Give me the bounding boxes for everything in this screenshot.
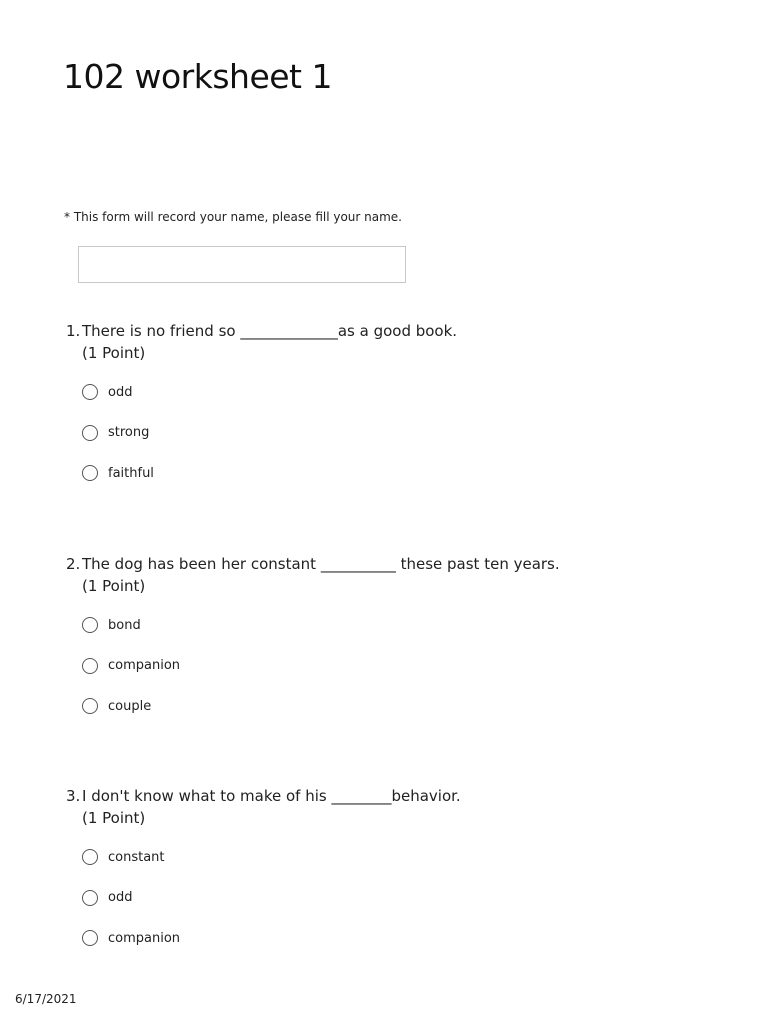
option-companion[interactable] [66, 918, 746, 959]
option-constant[interactable] [66, 837, 746, 878]
question-header [66, 553, 746, 575]
question-points: (1 Point) [82, 809, 146, 827]
question-2 [66, 553, 746, 727]
form-title: 102 worksheet 1 [63, 57, 332, 96]
option-odd[interactable] [66, 372, 746, 413]
question-text: The dog has been her constant __________ these past ten years. [82, 555, 560, 573]
radio-button[interactable] [82, 930, 98, 946]
option-strong[interactable] [66, 413, 746, 454]
radio-button[interactable] [82, 617, 98, 633]
radio-button[interactable] [82, 698, 98, 714]
question-points: (1 Point) [82, 577, 146, 595]
name-notice: * This form will record your name, please fill your name. [64, 210, 402, 224]
question-number: 3. [66, 787, 81, 805]
option-label: companion [108, 930, 181, 946]
name-input[interactable] [78, 246, 406, 283]
option-bond[interactable] [66, 605, 746, 646]
question-header [66, 320, 746, 342]
radio-button[interactable] [82, 890, 98, 906]
option-label: bond [108, 617, 141, 633]
question-header [66, 785, 746, 807]
options-group [66, 605, 746, 727]
print-date: 6/17/2021 [15, 992, 77, 1006]
option-label: odd [108, 890, 133, 906]
question-1 [66, 320, 746, 494]
option-odd[interactable] [66, 878, 746, 919]
options-group [66, 372, 746, 494]
option-label: companion [108, 658, 181, 674]
option-faithful[interactable] [66, 453, 746, 494]
radio-button[interactable] [82, 425, 98, 441]
question-number: 2. [66, 555, 81, 573]
option-label: constant [108, 849, 165, 865]
radio-button[interactable] [82, 658, 98, 674]
radio-button[interactable] [82, 384, 98, 400]
radio-button[interactable] [82, 849, 98, 865]
option-couple[interactable] [66, 686, 746, 727]
option-label: strong [108, 425, 150, 441]
question-points: (1 Point) [82, 344, 146, 362]
option-label: couple [108, 698, 152, 714]
option-label: faithful [108, 465, 154, 481]
question-number: 1. [66, 322, 81, 340]
radio-button[interactable] [82, 465, 98, 481]
question-text: I don't know what to make of his ________behavior. [82, 787, 461, 805]
option-companion[interactable] [66, 646, 746, 687]
options-group [66, 837, 746, 959]
question-3 [66, 785, 746, 959]
question-text: There is no friend so _____________as a good book. [82, 322, 458, 340]
option-label: odd [108, 384, 133, 400]
